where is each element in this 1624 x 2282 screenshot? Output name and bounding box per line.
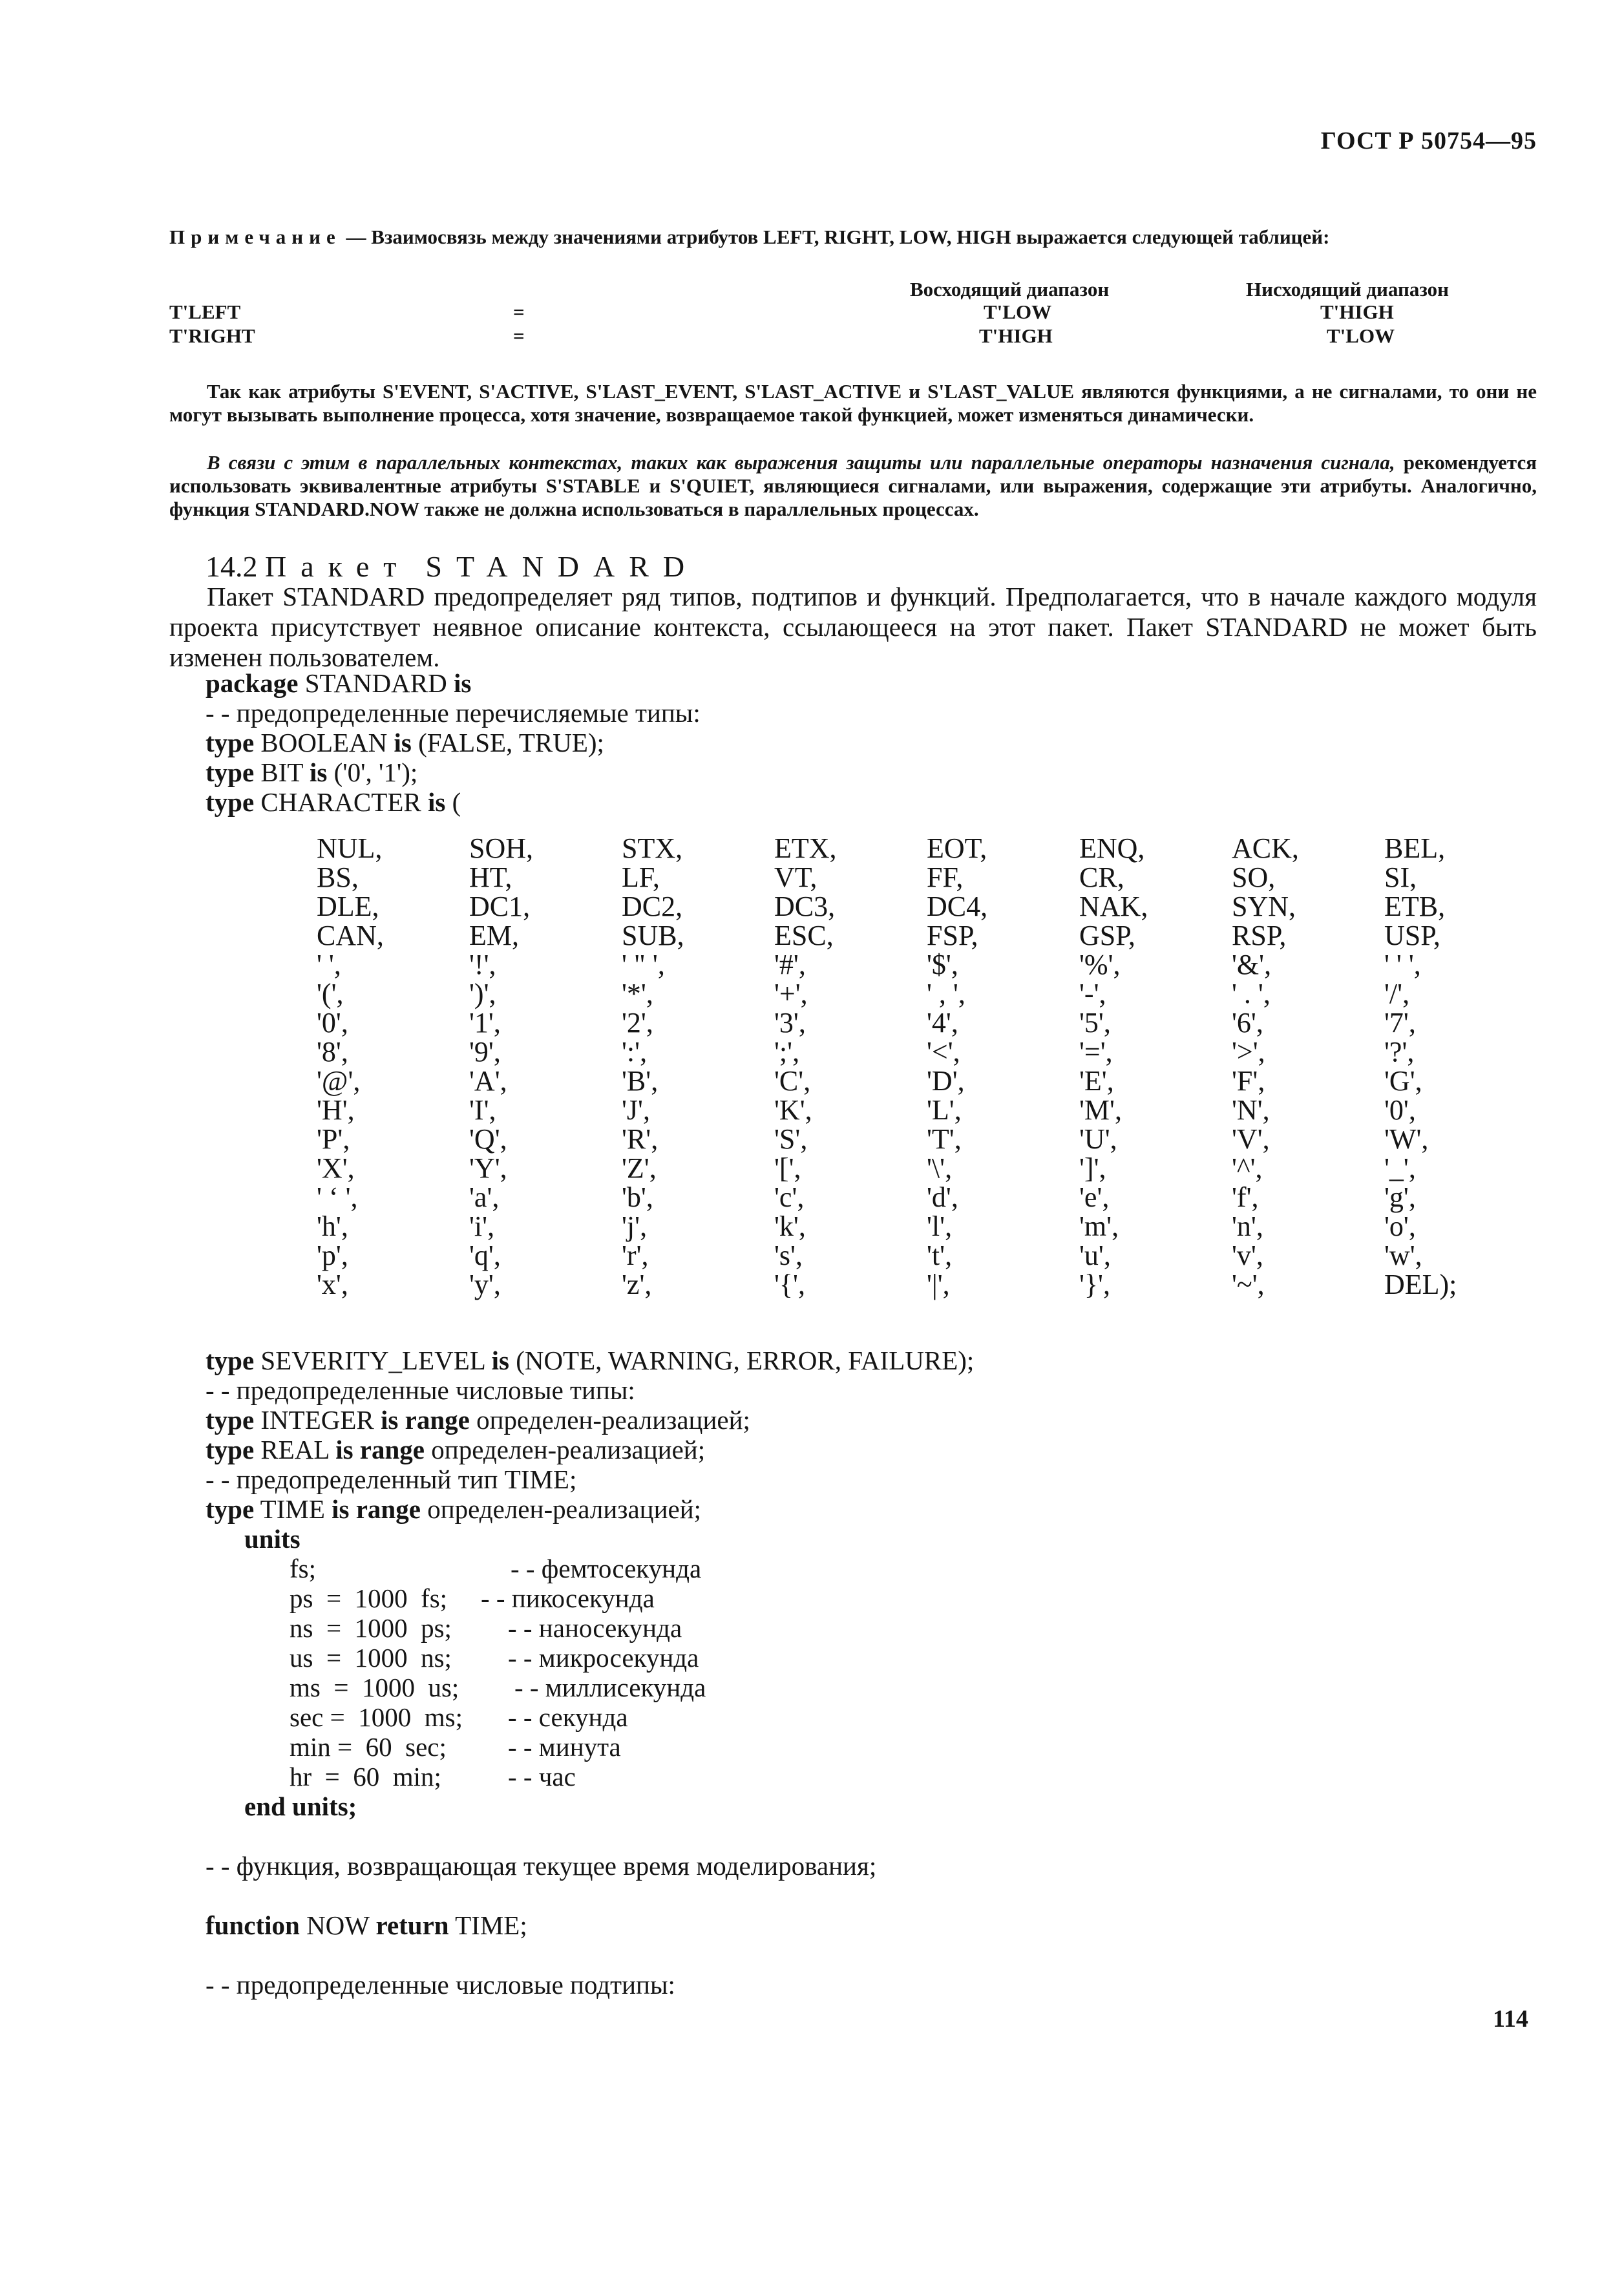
note-text: — Взаимосвязь между значениями атрибутов LEFT, RIGHT, LOW, HIGH выражается следующей таблицей: <box>341 226 1330 248</box>
note-table-eq: = <box>513 301 525 323</box>
character-cell: '0', <box>1384 1094 1416 1126</box>
character-cell: '\', <box>927 1152 953 1184</box>
character-cell: '$', <box>927 949 958 980</box>
character-cell: CAN, <box>317 920 384 951</box>
character-cell: 'Z', <box>622 1152 657 1184</box>
character-cell: DC4, <box>927 891 988 922</box>
character-cell: '2', <box>622 1007 653 1039</box>
character-cell: SI, <box>1384 861 1417 893</box>
note-label: Примечание <box>169 226 341 248</box>
character-cell: '_', <box>1384 1152 1416 1184</box>
character-table-row <box>317 1008 1537 1037</box>
character-cell: '/', <box>1384 978 1410 1009</box>
character-cell: '-', <box>1079 978 1106 1009</box>
code-line: type CHARACTER is ( <box>206 787 461 817</box>
character-cell: '1', <box>469 1007 501 1039</box>
character-table-row <box>317 921 1537 950</box>
note-table-desc: T'HIGH <box>1320 301 1394 323</box>
unit-comment: - - наносекунда <box>508 1613 682 1643</box>
character-cell: DC3, <box>774 891 836 922</box>
character-cell: ' . ', <box>1232 978 1271 1009</box>
character-cell: ETX, <box>774 832 837 864</box>
character-cell: 'K', <box>774 1094 812 1126</box>
character-cell: '%', <box>1079 949 1121 980</box>
character-cell: VT, <box>774 861 817 893</box>
note-paragraph-2: Так как атрибуты S'EVENT, S'ACTIVE, S'LAST_EVENT, S'LAST_ACTIVE и S'LAST_VALUE являются функциями, а не сигналами, то они не могут вызывать выполнение процесса, хотя значение, возвращаемое такой функцией, может изменяться динамически. <box>169 380 1537 426</box>
unit-comment: - - миллисекунда <box>514 1673 706 1702</box>
character-table-row <box>317 834 1537 863</box>
character-cell: 'R', <box>622 1123 659 1155</box>
character-table <box>317 834 1537 1299</box>
character-cell: '|', <box>927 1269 950 1300</box>
code-comment: - - функция, возвращающая текущее время моделирования; <box>206 1851 877 1881</box>
character-cell: 'G', <box>1384 1065 1422 1097</box>
character-cell: 'I', <box>469 1094 496 1126</box>
character-cell: SYN, <box>1232 891 1296 922</box>
character-cell: ' ', <box>317 949 341 980</box>
character-cell: '3', <box>774 1007 806 1039</box>
character-cell: ']', <box>1079 1152 1106 1184</box>
note-table-attr: T'LEFT <box>169 301 241 323</box>
character-cell: NUL, <box>317 832 383 864</box>
section-name: STANDARD <box>425 550 699 583</box>
unit-comment: - - час <box>508 1762 576 1791</box>
code-line: function NOW return TIME; <box>206 1910 527 1940</box>
character-cell: '~', <box>1232 1269 1265 1300</box>
code-line: type SEVERITY_LEVEL is (NOTE, WARNING, ERROR, FAILURE); <box>206 1346 975 1375</box>
character-cell: '9', <box>469 1036 501 1068</box>
character-cell: BEL, <box>1384 832 1446 864</box>
code-line: type REAL is range определен-реализацией; <box>206 1435 706 1464</box>
character-cell: 'C', <box>774 1065 811 1097</box>
character-cell: '&', <box>1232 949 1272 980</box>
character-cell: SO, <box>1232 861 1276 893</box>
code-line: type BIT is ('0', '1'); <box>206 757 418 787</box>
note-table-asc: T'LOW <box>984 301 1052 323</box>
character-cell: '>', <box>1232 1036 1265 1068</box>
character-cell: LF, <box>622 861 660 893</box>
character-cell: 'k', <box>774 1210 806 1242</box>
character-cell: RSP, <box>1232 920 1287 951</box>
character-cell: 'J', <box>622 1094 650 1126</box>
character-cell: 'S', <box>774 1123 808 1155</box>
code-comment: - - предопределенные числовые подтипы: <box>206 1970 675 2000</box>
character-table-row <box>317 1212 1537 1241</box>
character-table-row <box>317 892 1537 921</box>
unit-code: sec = 1000 ms; <box>290 1702 463 1732</box>
character-cell: 'i', <box>469 1210 495 1242</box>
section-title <box>206 549 699 584</box>
character-cell: '<', <box>927 1036 960 1068</box>
character-cell: GSP, <box>1079 920 1135 951</box>
unit-comment: - - микросекунда <box>508 1643 699 1673</box>
character-cell: ' ‘ ', <box>317 1181 358 1213</box>
character-cell: 'p', <box>317 1240 348 1271</box>
character-table-row <box>317 863 1537 892</box>
character-cell: 'V', <box>1232 1123 1270 1155</box>
character-cell: 'A', <box>469 1065 507 1097</box>
character-cell: 'd', <box>927 1181 958 1213</box>
unit-comment: - - минута <box>508 1732 621 1762</box>
note-text: рекомендуется использовать эквивалентные атрибуты S'STABLE и S'QUIET, являющиеся сигналами, или выражения, содержащие эти атрибуты. Аналогично, функция STANDARD.NOW также не должна использоваться в параллельных процессах. <box>169 451 1537 520</box>
character-cell: DC2, <box>622 891 683 922</box>
character-table-row <box>317 1095 1537 1125</box>
character-cell: '=', <box>1079 1036 1113 1068</box>
code-comment: - - предопределенные числовые типы: <box>206 1375 635 1405</box>
character-cell: 'e', <box>1079 1181 1110 1213</box>
character-cell: '{', <box>774 1269 805 1300</box>
character-cell: FF, <box>927 861 964 893</box>
character-cell: DC1, <box>469 891 531 922</box>
character-cell: BS, <box>317 861 359 893</box>
character-cell: ' " ', <box>622 949 665 980</box>
code-keyword: end units; <box>244 1791 357 1821</box>
character-cell: ACK, <box>1232 832 1299 864</box>
document-header: ГОСТ Р 50754—95 <box>1320 127 1537 154</box>
section-number: 14.2 <box>206 550 258 583</box>
character-cell: 'P', <box>317 1123 350 1155</box>
character-cell: STX, <box>622 832 683 864</box>
character-cell: SOH, <box>469 832 534 864</box>
character-cell: '^', <box>1232 1152 1263 1184</box>
character-cell: 'N', <box>1232 1094 1270 1126</box>
unit-comment: - - фемтосекунда <box>511 1554 702 1583</box>
character-cell: 'q', <box>469 1240 501 1271</box>
unit-code: us = 1000 ns; <box>290 1643 452 1673</box>
character-cell: 'g', <box>1384 1181 1416 1213</box>
character-cell: '4', <box>927 1007 958 1039</box>
code-line: type TIME is range определен-реализацией; <box>206 1494 702 1524</box>
note-table-header-desc: Нисходящий диапазон <box>1246 278 1449 301</box>
character-table-row <box>317 1241 1537 1270</box>
character-table-row <box>317 1037 1537 1066</box>
character-table-row <box>317 979 1537 1008</box>
character-cell: '5', <box>1079 1007 1111 1039</box>
character-cell: 'm', <box>1079 1210 1119 1242</box>
character-cell: DEL); <box>1384 1269 1457 1300</box>
character-cell: ')', <box>469 978 496 1009</box>
unit-comment: - - пикосекунда <box>481 1583 655 1613</box>
character-cell: 'f', <box>1232 1181 1259 1213</box>
note-table-desc: T'LOW <box>1327 324 1395 347</box>
section-word: Пакет <box>265 550 411 583</box>
character-cell: ETB, <box>1384 891 1446 922</box>
unit-code: hr = 60 min; <box>290 1762 441 1791</box>
character-cell: 'w', <box>1384 1240 1422 1271</box>
character-cell: HT, <box>469 861 512 893</box>
character-cell: FSP, <box>927 920 978 951</box>
character-cell: 'E', <box>1079 1065 1114 1097</box>
character-cell: CR, <box>1079 861 1124 893</box>
code-comment: - - предопределенный тип TIME; <box>206 1464 577 1494</box>
character-cell: 'U', <box>1079 1123 1117 1155</box>
character-table-row <box>317 950 1537 979</box>
character-cell: 'a', <box>469 1181 500 1213</box>
character-cell: EM, <box>469 920 519 951</box>
character-cell: 'r', <box>622 1240 649 1271</box>
character-cell: '!', <box>469 949 496 980</box>
character-cell: 'h', <box>317 1210 348 1242</box>
character-cell: 'o', <box>1384 1210 1416 1242</box>
character-cell: '7', <box>1384 1007 1416 1039</box>
character-cell: 'T', <box>927 1123 962 1155</box>
character-cell: ' , ', <box>927 978 965 1009</box>
note-table-eq: = <box>513 324 525 347</box>
character-cell: 's', <box>774 1240 803 1271</box>
character-cell: 'v', <box>1232 1240 1263 1271</box>
character-cell: 'X', <box>317 1152 355 1184</box>
character-cell: 'D', <box>927 1065 965 1097</box>
character-cell: 'y', <box>469 1269 501 1300</box>
note-paragraph-3 <box>169 451 1537 521</box>
section-paragraph: Пакет STANDARD предопределяет ряд типов, подтипов и функций. Предполагается, что в начале каждого модуля проекта присутствует неявное описание контекста, ссылающееся на этот пакет. Пакет STANDARD не может быть изменен пользователем. <box>169 582 1537 672</box>
unit-code: fs; <box>290 1554 316 1583</box>
character-cell: 'b', <box>622 1181 653 1213</box>
character-cell: DLE, <box>317 891 379 922</box>
character-cell: 'H', <box>317 1094 355 1126</box>
code-line: package STANDARD is <box>206 668 472 698</box>
character-cell: ENQ, <box>1079 832 1145 864</box>
character-table-row <box>317 1270 1537 1299</box>
unit-comment: - - секунда <box>508 1702 628 1732</box>
character-table-row <box>317 1066 1537 1095</box>
note-table-asc: T'HIGH <box>979 324 1053 347</box>
character-cell: 'c', <box>774 1181 805 1213</box>
character-cell: ESC, <box>774 920 834 951</box>
note-table-header-asc: Восходящий диапазон <box>910 278 1110 301</box>
character-cell: NAK, <box>1079 891 1148 922</box>
character-cell: '@', <box>317 1065 361 1097</box>
unit-code: ns = 1000 ps; <box>290 1613 452 1643</box>
code-line: type BOOLEAN is (FALSE, TRUE); <box>206 728 604 757</box>
character-cell: '0', <box>317 1007 348 1039</box>
note-paragraph <box>169 226 1537 249</box>
character-cell: 'z', <box>622 1269 652 1300</box>
character-cell: 'j', <box>622 1210 648 1242</box>
character-cell: 'F', <box>1232 1065 1265 1097</box>
character-cell: 'u', <box>1079 1240 1111 1271</box>
character-cell: 'Y', <box>469 1152 507 1184</box>
note-table-attr: T'RIGHT <box>169 324 255 347</box>
character-cell: '+', <box>774 978 808 1009</box>
character-cell: EOT, <box>927 832 987 864</box>
unit-code: ps = 1000 fs; <box>290 1583 448 1613</box>
character-cell: 'B', <box>622 1065 659 1097</box>
character-cell: ':', <box>622 1036 648 1068</box>
character-cell: USP, <box>1384 920 1440 951</box>
character-cell: 'Q', <box>469 1123 507 1155</box>
character-cell: SUB, <box>622 920 684 951</box>
character-cell: 'W', <box>1384 1123 1429 1155</box>
character-table-row <box>317 1125 1537 1154</box>
unit-code: min = 60 sec; <box>290 1732 447 1762</box>
character-table-row <box>317 1183 1537 1212</box>
character-cell: '#', <box>774 949 806 980</box>
character-cell: 'n', <box>1232 1210 1263 1242</box>
character-cell: 't', <box>927 1240 953 1271</box>
unit-code: ms = 1000 us; <box>290 1673 459 1702</box>
character-cell: 'L', <box>927 1094 962 1126</box>
character-table-row <box>317 1154 1537 1183</box>
character-cell: '?', <box>1384 1036 1415 1068</box>
character-cell: '*', <box>622 978 653 1009</box>
page-number: 114 <box>1493 2005 1528 2033</box>
character-cell: 'M', <box>1079 1094 1122 1126</box>
character-cell: ' ' ', <box>1384 949 1421 980</box>
character-cell: 'l', <box>927 1210 953 1242</box>
character-cell: '8', <box>317 1036 348 1068</box>
character-cell: ';', <box>774 1036 800 1068</box>
character-cell: '6', <box>1232 1007 1263 1039</box>
note-italic-text: В связи с этим в параллельных контекстах, таких как выражения защиты или параллельные операторы назначения сигнала, <box>207 451 1395 474</box>
code-comment: - - предопределенные перечисляемые типы: <box>206 698 701 728</box>
code-keyword: units <box>244 1524 301 1554</box>
character-cell: '[', <box>774 1152 801 1184</box>
character-cell: '(', <box>317 978 344 1009</box>
code-line: type INTEGER is range определен-реализацией; <box>206 1405 750 1435</box>
character-cell: 'x', <box>317 1269 348 1300</box>
character-cell: '}', <box>1079 1269 1110 1300</box>
